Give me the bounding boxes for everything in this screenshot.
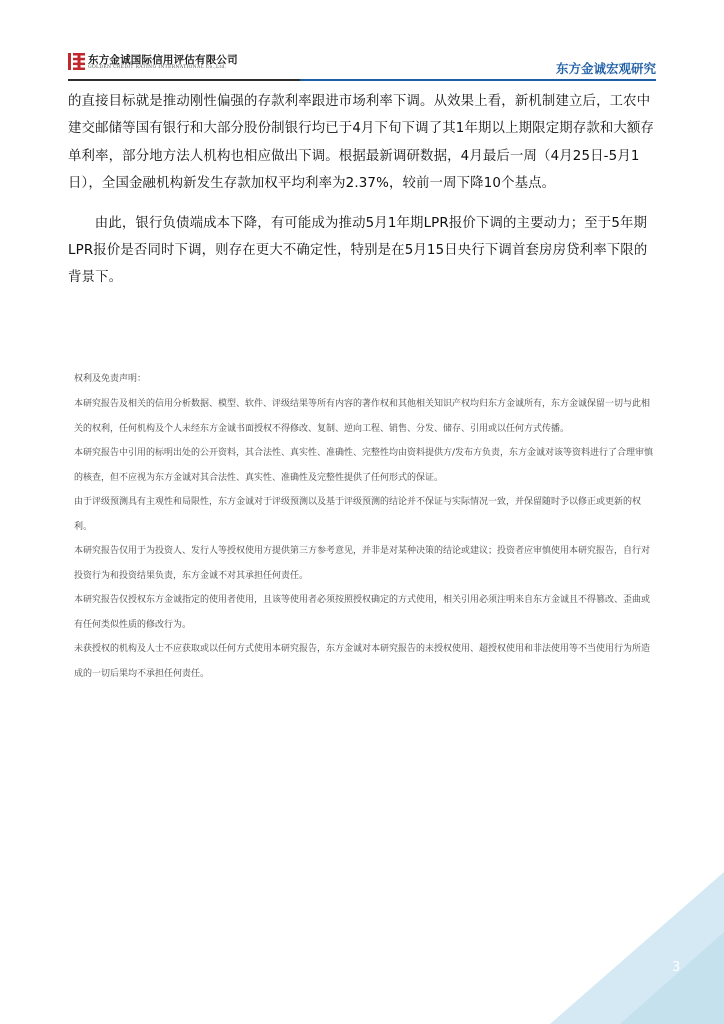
company-name-cn: 东方金诚国际信用评估有限公司 [88,54,238,66]
decorative-corner [550,872,724,1024]
report-body [68,88,658,304]
page-number: 3 [672,960,681,975]
disclaimer-item: 本研究报告仅用于为投资人、发行人等授权使用方提供第三方参考意见，并非是对某种决策的结论或建议；投资者应审慎使用本研究报告，自行对投资行为和投资结果负责，东方金诚不对其承担任何责任。 [74,546,651,581]
disclaimer-item: 未获授权的机构及人士不应获取或以任何方式使用本研究报告，东方金诚对本研究报告的未授权使用、超授权使用和非法使用等不当使用行为所造成的一切后果均不承担任何责任。 [74,644,651,679]
company-name-en: GOLDEN CREDIT RATING INTERNATIONAL Co.,Ltd. [88,65,227,70]
header-divider-accent [300,79,656,81]
disclaimer-item: 本研究报告及相关的信用分析数据、模型、软件、评级结果等所有内容的著作权和其他相关知识产权均归东方金诚所有，东方金诚保留一切与此相关的权利，任何机构及个人未经东方金诚书面授权不得修改、复制、逆向工程、销售、分发、储存、引用或以任何方式传播。 [74,399,651,434]
page-header [0,0,724,82]
disclaimer-item: 本研究报告中引用的标明出处的公开资料，其合法性、真实性、准确性、完整性均由资料提供方/发布方负责，东方金诚对该等资料进行了合理审慎的核查，但不应视为东方金诚对其合法性、真实性、准确性及完整性提供了任何形式的保证。 [74,448,654,483]
disclaimer-title: 权利及免责声明： [74,374,147,384]
company-logo-icon [68,53,85,70]
disclaimer-section [74,372,658,686]
disclaimer-item: 本研究报告仅授权东方金诚指定的使用者使用，且该等使用者必须按照授权确定的方式使用，相关引用必须注明来自东方金诚且不得篡改、歪曲或有任何类似性质的修改行为。 [74,595,651,630]
body-paragraph: 由此，银行负债端成本下降，有可能成为推动5月1年期LPR报价下调的主要动力；至于5年期LPR报价是否同时下调，则存在更大不确定性，特别是在5月15日央行下调首套房房贷利率下限的背景下。 [68,215,648,286]
body-paragraph: 的直接目标就是推动刚性偏强的存款利率跟进市场利率下调。从效果上看，新机制建立后，工农中建交邮储等国有银行和大部分股份制银行均已于4月下旬下调了其1年期以上期限定期存款和大额存单利率，部分地方法人机构也相应做出下调。根据最新调研数据，4月最后一周（4月25日-5月1日），全国金融机构新发生存款加权平均利率为2.37%，较前一周下降10个基点。 [68,94,655,192]
disclaimer-item: 由于评级预测具有主观性和局限性，东方金诚对于评级预测以及基于评级预测的结论并不保证与实际情况一致，并保留随时予以修正或更新的权利。 [74,497,642,532]
report-series-title: 东方金诚宏观研究 [555,61,656,76]
